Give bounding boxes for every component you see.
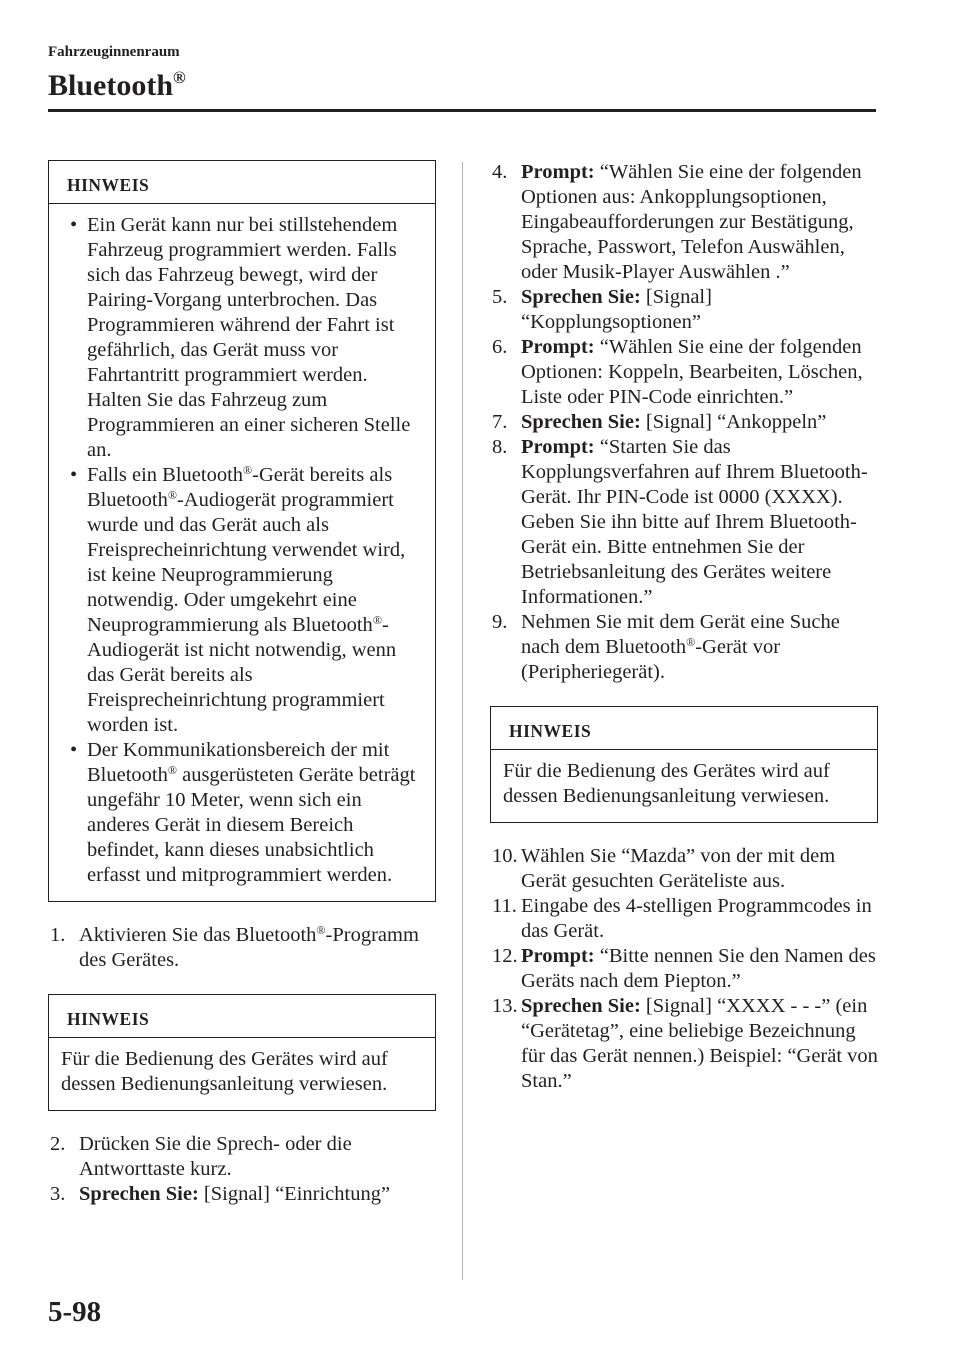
- step-number: 9.: [492, 611, 508, 633]
- step-number: 8.: [492, 436, 508, 458]
- registered-mark: ®: [167, 488, 177, 502]
- bullet-dot: •: [70, 214, 78, 236]
- step-text: Wählen Sie “Mazda” von der mit dem Gerät gesuchten Geräteliste aus.: [521, 845, 836, 892]
- step-number: 11.: [492, 895, 517, 917]
- note-heading: HINWEIS: [49, 161, 435, 204]
- page-title-text: Bluetooth: [48, 69, 174, 102]
- step-text: [Signal] “Ankoppeln”: [640, 411, 827, 433]
- step-number: 4.: [492, 161, 508, 183]
- step-item: [490, 335, 878, 410]
- step-label: Prompt:: [521, 336, 595, 358]
- steps-list-left: [48, 923, 436, 973]
- step-text: -Gerät vor (Peripheriegerät).: [521, 636, 781, 683]
- note-heading: HINWEIS: [49, 995, 435, 1038]
- step-text: Nehmen Sie mit dem Gerät eine Suche nach dem Bluetooth: [521, 611, 840, 658]
- bullet-text: -Audiogerät ist nicht notwendig, wenn das Gerät bereits als Freisprecheinrichtung programmiert worden ist.: [87, 614, 397, 736]
- note-text: Für die Bedienung des Gerätes wird auf dessen Bedienungsanleitung verwiesen.: [503, 760, 830, 807]
- step-text: [Signal] “Kopplungsoptionen”: [521, 286, 712, 333]
- note-bullet: [61, 213, 425, 463]
- step-number: 2.: [50, 1133, 66, 1155]
- step-item: [490, 410, 878, 435]
- step-number: 10.: [492, 845, 518, 867]
- page-title: [48, 60, 186, 104]
- step-item: [490, 285, 878, 335]
- step-text: -Programm des Gerätes.: [79, 924, 419, 971]
- step-text: Eingabe des 4-stelligen Programmcodes in das Gerät.: [521, 895, 872, 942]
- step-label: Prompt:: [521, 436, 595, 458]
- registered-mark: ®: [686, 635, 696, 649]
- note-heading: HINWEIS: [491, 707, 877, 750]
- note-bullet: [61, 738, 425, 888]
- bullet-text: Falls ein Bluetooth: [87, 464, 244, 486]
- steps-list-left-2: [48, 1132, 436, 1207]
- note-text: Für die Bedienung des Gerätes wird auf dessen Bedienungsanleitung verwiesen.: [61, 1048, 388, 1095]
- registered-mark: ®: [173, 68, 186, 87]
- step-item: [490, 994, 878, 1094]
- step-label: Prompt:: [521, 945, 595, 967]
- step-number: 13.: [492, 995, 518, 1017]
- bullet-dot: •: [70, 464, 78, 486]
- note-body: [49, 204, 435, 901]
- step-text: Aktivieren Sie das Bluetooth: [79, 924, 317, 946]
- bullet-text: -Audiogerät programmiert wurde und das Gerät auch als Freisprecheinrichtung verwendet wird, ist keine Neuprogrammierung notwendig. Oder umgekehrt eine Neuprogrammierung als Bluetooth: [87, 489, 406, 636]
- registered-mark: ®: [243, 463, 253, 477]
- header-rule: [48, 109, 876, 112]
- note-box-2: [48, 994, 436, 1111]
- bullet-text: ausgerüsteten Geräte beträgt ungefähr 10 Meter, wenn sich ein anderes Gerät in diesem Bereich befindet, kann dieses unabsichtlich erfasst und mitprogrammiert werden.: [87, 764, 416, 886]
- step-number: 1.: [50, 924, 66, 946]
- step-item: [490, 160, 878, 285]
- registered-mark: ®: [316, 923, 326, 937]
- bullet-text: Ein Gerät kann nur bei stillstehendem Fahrzeug programmiert werden. Falls sich das Fahrzeug bewegt, wird der Pairing-Vorgang unterbrochen. Das Programmieren während der Fahrt ist gefährlich, das Gerät muss vor Fahrtantritt programmiert werden. Halten Sie das Fahrzeug zum Programmieren an einer sicheren Stelle an.: [87, 214, 411, 461]
- step-number: 12.: [492, 945, 518, 967]
- column-divider: [462, 162, 463, 1280]
- page-number: 5-98: [48, 1296, 102, 1328]
- bullet-text: -Gerät bereits als Bluetooth: [87, 464, 393, 511]
- left-column: [48, 160, 436, 1207]
- step-text: [Signal] “XXXX - - -” (ein “Gerätetag”, eine beliebige Bezeichnung für das Gerät nennen.) Beispiel: “Gerät von Stan.”: [521, 995, 878, 1092]
- note-box-1: [48, 160, 436, 902]
- registered-mark: ®: [167, 763, 177, 777]
- step-item: [490, 844, 878, 894]
- steps-list-right-2: [490, 844, 878, 1094]
- note-body: [491, 750, 877, 822]
- step-text: [Signal] “Einrichtung”: [198, 1183, 391, 1205]
- note-box-3: [490, 706, 878, 823]
- bullet-dot: •: [70, 739, 78, 761]
- step-text: “Starten Sie das Kopplungsverfahren auf Ihrem Bluetooth- Gerät. Ihr PIN-Code ist 0000 (XXXX). Geben Sie ihn bitte auf Ihrem Bluetooth-Gerät ein. Bitte entnehmen Sie der Betriebsanleitung des Gerätes weitere Informationen.”: [521, 436, 868, 608]
- step-label: Sprechen Sie:: [79, 1183, 199, 1205]
- step-label: Sprechen Sie:: [521, 411, 641, 433]
- step-label: Sprechen Sie:: [521, 286, 641, 308]
- step-item: [490, 944, 878, 994]
- step-label: Prompt:: [521, 161, 595, 183]
- step-item: [48, 923, 436, 973]
- registered-mark: ®: [372, 613, 382, 627]
- step-number: 5.: [492, 286, 508, 308]
- step-text: “Wählen Sie eine der folgenden Optionen aus: Ankopplungsoptionen, Eingabeaufforderungen zur Bestätigung, Sprache, Passwort, Telefon Auswählen, oder Musik-Player Auswählen .”: [521, 161, 862, 283]
- step-text: Drücken Sie die Sprech- oder die Antworttaste kurz.: [79, 1133, 352, 1180]
- step-item: [48, 1182, 436, 1207]
- step-number: 6.: [492, 336, 508, 358]
- step-item: [490, 435, 878, 610]
- step-number: 7.: [492, 411, 508, 433]
- step-item: [48, 1132, 436, 1182]
- step-text: “Bitte nennen Sie den Namen des Geräts nach dem Piepton.”: [521, 945, 876, 992]
- bullet-text: Der Kommunikationsbereich der mit Bluetooth: [87, 739, 390, 786]
- right-column: [490, 160, 878, 1094]
- step-label: Sprechen Sie:: [521, 995, 641, 1017]
- note-bullet: [61, 463, 425, 738]
- step-item: [490, 894, 878, 944]
- step-text: “Wählen Sie eine der folgenden Optionen: Koppeln, Bearbeiten, Löschen, Liste oder PIN-Code einrichten.”: [521, 336, 863, 408]
- steps-list-right: [490, 160, 878, 685]
- section-label: Fahrzeuginnenraum: [48, 44, 180, 60]
- step-item: [490, 610, 878, 685]
- step-number: 3.: [50, 1183, 66, 1205]
- note-body: [49, 1038, 435, 1110]
